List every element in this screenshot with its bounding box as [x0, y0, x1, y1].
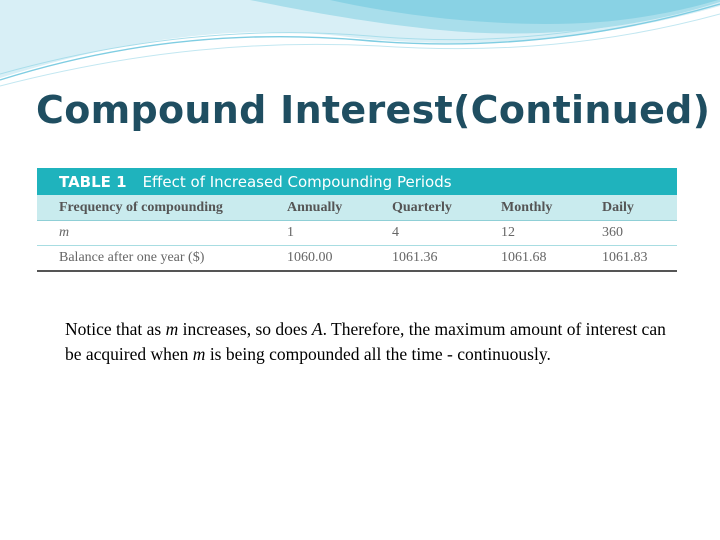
header-cell: Daily [602, 195, 677, 221]
text-segment: is being compounded all the time - continuously. [205, 343, 551, 364]
variable-m: m [192, 343, 206, 364]
explanation-paragraph [65, 317, 675, 366]
table-cell: 12 [501, 221, 602, 246]
compounding-table [37, 168, 677, 272]
table-cell: 1061.36 [392, 246, 501, 272]
text-segment: . Therefore, the maximum amount of interest can be acquired when [65, 319, 666, 364]
slide-title: Compound Interest(Continued) [36, 88, 711, 132]
row-label [37, 221, 287, 246]
table-caption: Effect of Increased Compounding Periods [142, 172, 452, 191]
variable-m: m [165, 319, 179, 339]
table-label: TABLE 1 [59, 172, 127, 191]
row-label: Balance after one year ($) [37, 246, 287, 272]
table-cell: 1061.68 [501, 246, 602, 272]
table-cell: 1061.83 [602, 246, 677, 272]
header-cell: Quarterly [392, 195, 501, 221]
table-cell: 1060.00 [287, 246, 392, 272]
table-caption-cell [37, 168, 677, 195]
variable-a: A [311, 319, 323, 339]
table-cell: 1 [287, 221, 392, 246]
header-cell: Annually [287, 195, 392, 221]
table-row [37, 246, 677, 272]
text-segment: increases, so does [178, 319, 312, 339]
table-cell: 4 [392, 221, 501, 246]
header-cell: Monthly [501, 195, 602, 221]
decorative-banner [0, 0, 720, 90]
row-label-text: m [59, 225, 70, 240]
table-row [37, 221, 677, 246]
table-cell: 360 [602, 221, 677, 246]
header-cell: Frequency of compounding [37, 195, 287, 221]
table-caption-row [37, 168, 677, 195]
table-header-row [37, 195, 677, 221]
text-segment: Notice that as [65, 319, 166, 339]
